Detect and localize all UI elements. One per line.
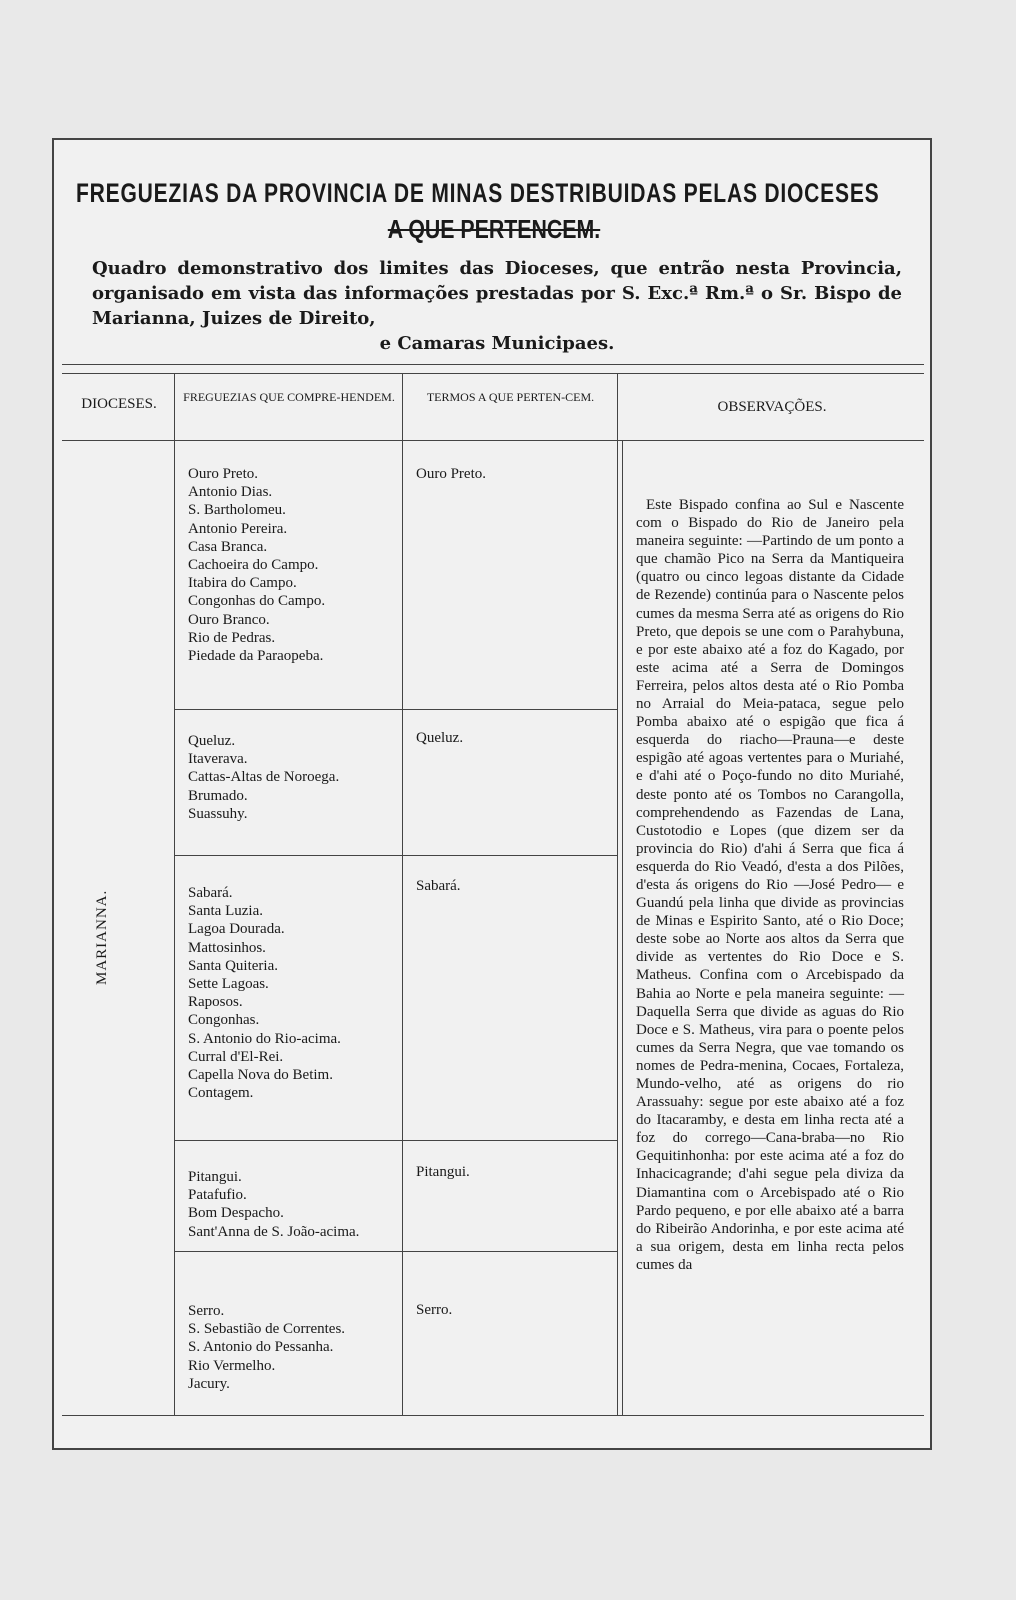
list-item: Sette Lagoas. <box>188 976 269 993</box>
list-item: Cachoeira do Campo. <box>188 557 319 574</box>
list-item: Casa Branca. <box>188 538 268 555</box>
list-item: Raposos. <box>188 994 243 1011</box>
termo-sabara: Sabará. <box>416 878 461 894</box>
subtitle-text: Quadro demonstrativo dos limites das Dioceses, que entrão nesta Provincia, organisado em vista das informações prestadas por S. Exc.ª Rm.ª o Sr. Bispo de Marianna, Juizes de Direito, <box>92 258 902 329</box>
list-item: Ouro Preto. <box>188 466 258 482</box>
header-bottom-rule <box>62 440 924 441</box>
list-item: Rio Vermelho. <box>188 1357 276 1374</box>
list-item: Jacury. <box>188 1375 230 1392</box>
list-item: Serro. <box>188 1303 225 1319</box>
col-rule-1 <box>174 373 175 1415</box>
list-item: Piedade da Paraopeba. <box>188 648 324 665</box>
table-top-rule <box>62 364 924 365</box>
group-separator <box>174 855 617 856</box>
freguezias-group-pitangui <box>188 1168 359 1241</box>
title-line-1: FREGUEZIAS DA PROVINCIA DE MINAS DESTRIBUIDAS PELAS DIOCESES <box>76 178 880 208</box>
freguezias-group-ouro-preto <box>188 465 325 665</box>
list-item: Itabira do Campo. <box>188 575 297 592</box>
table-top-rule-2 <box>62 373 924 374</box>
header-termos: TERMOS A QUE PERTEN-CEM. <box>426 390 595 404</box>
list-item: Santa Luzia. <box>188 903 263 920</box>
list-item: Congonhas. <box>188 1012 260 1029</box>
termo-ouro-preto: Ouro Preto. <box>416 466 486 482</box>
list-item: Cattas-Altas de Noroega. <box>188 769 340 786</box>
list-item: S. Antonio do Pessanha. <box>188 1339 334 1356</box>
document-sheet <box>52 138 932 1450</box>
group-separator <box>402 709 617 710</box>
col-rule-3 <box>617 373 618 1415</box>
list-item: Contagem. <box>188 1085 254 1102</box>
list-item: Curral d'El-Rei. <box>188 1048 284 1065</box>
list-item: S. Bartholomeu. <box>188 502 286 519</box>
header-freguezias: FREGUEZIAS QUE COMPRE-HENDEM. <box>183 390 395 404</box>
group-separator <box>174 709 402 710</box>
list-item: Ouro Branco. <box>188 611 270 628</box>
list-item: Lagoa Dourada. <box>188 921 285 938</box>
observacoes-text <box>636 496 904 1274</box>
list-item: Santa Quiteria. <box>188 957 278 974</box>
list-item: Sabará. <box>188 885 233 901</box>
col-rule-3b <box>622 440 623 1415</box>
list-item: Antonio Dias. <box>188 484 273 501</box>
table-bottom-rule <box>62 1415 924 1416</box>
diocese-name: MARIANNA. <box>94 889 110 985</box>
list-item: Capella Nova do Betim. <box>188 1067 333 1084</box>
list-item: Rio de Pedras. <box>188 629 276 646</box>
col-rule-2 <box>402 373 403 1415</box>
list-item: Sant'Anna de S. João-acima. <box>188 1223 360 1240</box>
freguezias-group-sabara <box>188 884 341 1102</box>
list-item: Pitangui. <box>188 1169 242 1185</box>
freguezias-group-queluz <box>188 732 339 823</box>
observacoes-paragraph: Este Bispado confina ao Sul e Nascente com o Bispado do Rio de Janeiro pela maneira seguinte: —Partindo de um ponto a que chamão Pico na Serra da Mantiqueira (quatro ou cinco legoas distante da Cidade de Rezende) continúa para o Nascente pelos cumes da mesma Serra até as origens do Rio Preto, que depois se une com o Parahybuna, e por este abaixo até a foz do Kagado, por este acima até a Serra de Domingos Ferreira, pelos altos desta até o Rio Pomba no Arraial do Meia-pataca, segue pelo Pomba abaixo até o espigão que fica á esquerda do riacho—Prauna—e deste espigão até agoas vertentes para o Muriahé, e d'ahi até o Poço-fundo no dito Muriahé, deste ponto até os Tombos no Carangolla, comprehendendo as Fazendas de Lana, Custotodio e Lopes (que dizem ser da provincia do Rio) d'ahi á Serra que fica á esquerda do Rio Veadó, d'esta a dos Pilões, d'esta ás origens do Rio —José Pedro— e Guandú pela linha que divide as provincias de Minas e Espirito Santo, até o Rio Doce; deste sobe ao Norte aos altos da Serra que divide as vertentes do Rio Doce e S. Matheus. Confina com o Arcebispado da Bahia ao Norte e pela maneira seguinte: —Daquella Serra que divide as aguas do Rio Doce e S. Matheus, vira para o poente pelos cumes da Serra Negra, que vae tomando os nomes de Pedra-menina, Cocaes, Fortaleza, Mundo-velho, até as origens do rio Arassuahy: segue por este abaixo até a foz do Itacaramby, e desta em linha recta até a foz do corrego—Cana-braba—no Rio Gequitinhonha: por este acima até a foz do Inhacicagrande; d'ahi segue pela diviza da Diamantina com o Arcebispado até o Rio Pardo pequeno, e por elle abaixo até a barra do Ribeirão Andorinha, e por este acima até a sua origem, desta em linha recta pelos cumes da <box>636 497 904 1273</box>
list-item: Bom Despacho. <box>188 1205 284 1222</box>
group-separator <box>174 1140 617 1141</box>
list-item: S. Sebastião de Correntes. <box>188 1321 346 1338</box>
list-item: Antonio Pereira. <box>188 520 288 537</box>
list-item: S. Antonio do Rio-acima. <box>188 1030 341 1047</box>
subtitle <box>92 256 902 356</box>
list-item: Patafufio. <box>188 1187 247 1204</box>
list-item: Itaverava. <box>188 751 248 768</box>
group-separator <box>174 1251 617 1252</box>
termo-pitangui: Pitangui. <box>416 1164 470 1180</box>
termo-serro: Serro. <box>416 1302 453 1318</box>
subtitle-last-line: e Camaras Municipaes. <box>379 333 615 354</box>
header-observacoes: OBSERVAÇÕES. <box>717 399 827 415</box>
list-item: Mattosinhos. <box>188 939 266 956</box>
termo-queluz: Queluz. <box>416 730 464 746</box>
list-item: Congonhas do Campo. <box>188 593 326 610</box>
freguezias-group-serro <box>188 1302 345 1393</box>
list-item: Queluz. <box>188 733 236 749</box>
list-item: Brumado. <box>188 787 248 804</box>
header-dioceses: DIOCESES. <box>81 396 157 412</box>
title-line-2: A QUE PERTENCEM. <box>387 214 601 244</box>
list-item: Suassuhy. <box>188 805 248 822</box>
